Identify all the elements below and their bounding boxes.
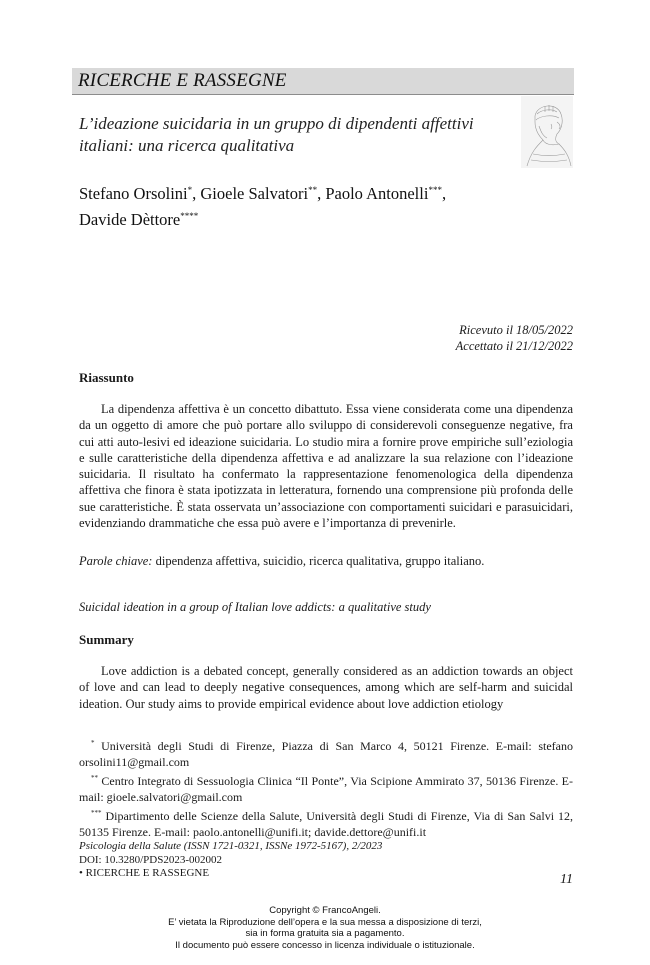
author-line-1 xyxy=(79,179,559,205)
footnote-text: Centro Integrato di Sessuologia Clinica “Il Ponte”, Via Scipione Ammirato 37, 50136 Firenze. E-mail: gioele.salvatori@gmail.com xyxy=(79,774,573,804)
section-title: RICERCHE E RASSEGNE xyxy=(78,70,287,91)
footnote-text: Dipartimento delle Scienze della Salute, Università degli Studi di Firenze, Via di San Salvi 12, 50135 Firenze. E-mail: paolo.antonelli@unifi.it; davide.dettore@unifi.it xyxy=(79,809,573,839)
affiliation-mark: **** xyxy=(180,211,199,221)
keywords-label: Parole chiave: xyxy=(79,554,153,568)
summary-heading: Summary xyxy=(79,632,134,647)
english-title: Suicidal ideation in a group of Italian love addicts: a qualitative study xyxy=(79,600,431,614)
author-list xyxy=(79,179,559,231)
keywords-list: dipendenza affettiva, suicidio, ricerca qualitativa, gruppo italiano. xyxy=(155,554,485,568)
journal-citation: Psicologia della Salute (ISSN 1721-0321, ISSNe 1972-5167), 2/2023 xyxy=(79,840,383,852)
footnote-text: Università degli Studi di Firenze, Piazza di San Marco 4, 50121 Firenze. E-mail: stefano orsolini11@gmail.com xyxy=(79,739,573,769)
accepted-date: Accettato il 21/12/2022 xyxy=(455,339,573,353)
page-number: 11 xyxy=(560,872,573,887)
keywords xyxy=(79,553,573,569)
submission-dates xyxy=(380,322,573,354)
portrait-engraving xyxy=(521,96,573,168)
copyright-line: sia in forma gratuita sia a pagamento. xyxy=(245,928,405,939)
author-separator: , xyxy=(317,184,326,203)
footnote-mark: *** xyxy=(91,809,102,817)
author-name: Paolo Antonelli xyxy=(325,184,429,203)
author-name: Gioele Salvatori xyxy=(200,184,309,203)
footnote-mark: * xyxy=(91,739,95,747)
author-separator: , xyxy=(192,184,201,203)
summary-paragraph: Love addiction is a debated concept, generally considered as an addiction towards an object of love and can lead to deeply negative consequences, among which are self-harm and suicidal ideation. Our study aims to provide empirical evidence about love addiction etiology xyxy=(79,664,573,711)
affiliation-mark: * xyxy=(187,185,193,195)
author-name: Stefano Orsolini xyxy=(79,184,188,203)
riassunto-paragraph: La dipendenza affettiva è un concetto dibattuto. Essa viene considerata come una dipendenza da un oggetto di amore che può portare allo sviluppo di considerevoli conseguenze negative, fra cui atti auto-lesivi ed ideazione suicidaria. Lo studio mira a fornire prove empiriche sull’eziologia e sulle caratteristiche della dipendenza affettiva e ad analizzare la sua relazione con l’ideazione suicidaria. Il risultato ha confermato la rappresentazione fenomenologica della dipendenza affettiva che finora è stata ipotizzata in letteratura, fornendo una comprensione più profonda delle sue caratteristiche. È stata osservata un’associazione con comportamenti suicidari e parasuicidari, evidenziando drammatiche che essa può avere e l’importanza di prevenirle. xyxy=(79,402,573,531)
author-line-2 xyxy=(79,205,559,231)
copyright-line: Copyright © FrancoAngeli. xyxy=(269,905,381,916)
author-separator: , xyxy=(441,184,447,203)
section-header-bar xyxy=(72,68,574,95)
received-date: Ricevuto il 18/05/2022 xyxy=(459,323,573,337)
article-title-line-1: L’ideazione suicidaria in un gruppo di dipendenti affettivi xyxy=(79,114,474,133)
footnotes xyxy=(79,735,573,840)
copyright-notice xyxy=(0,905,650,951)
copyright-line: Il documento può essere concesso in licenza individuale o istituzionale. xyxy=(175,939,475,951)
copyright-line: E’ vietata la Riproduzione dell’opera e la sua messa a disposizione di terzi, xyxy=(168,916,482,928)
doi: DOI: 10.3280/PDS2023-002002 xyxy=(79,853,223,866)
footnote xyxy=(79,805,573,840)
footer-section: • RICERCHE E RASSEGNE xyxy=(79,867,210,879)
affiliation-mark: *** xyxy=(428,185,442,195)
article-title xyxy=(79,113,519,157)
journal-footer xyxy=(79,840,573,881)
affiliation-mark: ** xyxy=(308,185,318,195)
riassunto-heading: Riassunto xyxy=(79,370,134,385)
article-title-line-2: italiani: una ricerca qualitativa xyxy=(79,136,295,155)
footnote-mark: ** xyxy=(91,774,98,782)
author-name: Davide Dèttore xyxy=(79,210,181,229)
footnote xyxy=(79,735,573,770)
footnote xyxy=(79,770,573,805)
